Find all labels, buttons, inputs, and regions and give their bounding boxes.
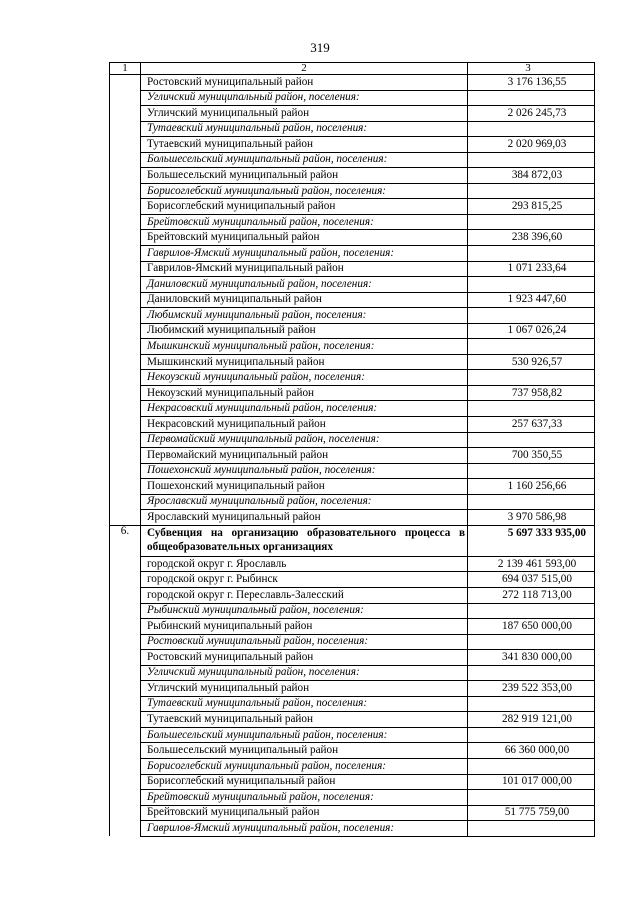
row-number-cell (110, 758, 141, 774)
district-name: Пошехонский муниципальный район (141, 479, 468, 495)
district-name: Тутаевский муниципальный район, поселения: (141, 121, 468, 137)
district-name: Первомайский муниципальный район (141, 448, 468, 464)
district-row (110, 292, 595, 308)
district-name: Гаврилов-Ямский муниципальный район, поселения: (141, 246, 468, 262)
district-name: Брейтовский муниципальный район, поселения: (141, 214, 468, 230)
row-number-cell (110, 106, 141, 122)
district-row (110, 385, 595, 401)
district-group-row (110, 432, 595, 448)
amount-value: 66 360 000,00 (468, 743, 595, 759)
amount-value: 1 067 026,24 (468, 323, 595, 339)
amount-value (468, 370, 595, 386)
amount-value: 2 026 245,73 (468, 106, 595, 122)
district-name: Ярославский муниципальный район, поселения: (141, 494, 468, 510)
district-group-row (110, 121, 595, 137)
district-row (110, 354, 595, 370)
amount-value: 3 970 586,98 (468, 510, 595, 526)
row-number-cell (110, 277, 141, 293)
row-number-cell (110, 199, 141, 215)
amount-value: 694 037 515,00 (468, 572, 595, 588)
district-row (110, 168, 595, 184)
district-group-row (110, 758, 595, 774)
district-row (110, 572, 595, 588)
amount-value: 239 522 353,00 (468, 681, 595, 697)
row-number-cell (110, 168, 141, 184)
district-name: Некоузский муниципальный район (141, 385, 468, 401)
district-name: Тутаевский муниципальный район, поселения: (141, 696, 468, 712)
district-row (110, 650, 595, 666)
amount-value: 187 650 000,00 (468, 619, 595, 635)
district-name: Даниловский муниципальный район, поселения: (141, 277, 468, 293)
header-col-1: 1 (110, 63, 141, 75)
district-row (110, 479, 595, 495)
amount-value: 1 071 233,64 (468, 261, 595, 277)
district-group-row (110, 463, 595, 479)
section-total: 5 697 333 935,00 (468, 525, 595, 556)
district-name: Тутаевский муниципальный район (141, 137, 468, 153)
amount-value (468, 183, 595, 199)
district-row (110, 230, 595, 246)
amount-value (468, 308, 595, 324)
district-name: Брейтовский муниципальный район (141, 805, 468, 821)
row-number-cell (110, 681, 141, 697)
district-name: Ростовский муниципальный район, поселения: (141, 634, 468, 650)
district-group-row (110, 277, 595, 293)
row-number-cell (110, 448, 141, 464)
district-name: Рыбинский муниципальный район (141, 619, 468, 635)
district-name: Рыбинский муниципальный район, поселения: (141, 603, 468, 619)
district-row (110, 137, 595, 153)
district-name: городской округ г. Переславль-Залесский (141, 587, 468, 603)
district-group-row (110, 696, 595, 712)
district-group-row (110, 152, 595, 168)
district-name: городской округ г. Ярославль (141, 556, 468, 572)
district-row (110, 417, 595, 433)
district-row (110, 106, 595, 122)
row-number-cell (110, 774, 141, 790)
district-name: Большесельский муниципальный район, поселения: (141, 727, 468, 743)
amount-value (468, 339, 595, 355)
district-name: Даниловский муниципальный район (141, 292, 468, 308)
district-name: Борисоглебский муниципальный район (141, 774, 468, 790)
district-name: Угличский муниципальный район, поселения: (141, 665, 468, 681)
row-number-cell (110, 696, 141, 712)
amount-value (468, 494, 595, 510)
amount-value: 341 830 000,00 (468, 650, 595, 666)
district-name: Ростовский муниципальный район (141, 75, 468, 91)
row-number-cell (110, 183, 141, 199)
district-name: Брейтовский муниципальный район, поселения: (141, 790, 468, 806)
amount-value (468, 463, 595, 479)
amount-value: 530 926,57 (468, 354, 595, 370)
row-number-cell (110, 370, 141, 386)
row-number-cell (110, 261, 141, 277)
district-name: Мышкинский муниципальный район, поселения: (141, 339, 468, 355)
amount-value: 238 396,60 (468, 230, 595, 246)
row-number-cell (110, 401, 141, 417)
row-number-cell (110, 354, 141, 370)
district-group-row (110, 370, 595, 386)
district-group-row (110, 634, 595, 650)
row-number-cell (110, 432, 141, 448)
district-row (110, 199, 595, 215)
amount-value (468, 246, 595, 262)
row-number-cell (110, 479, 141, 495)
district-name: Борисоглебский муниципальный район, поселения: (141, 183, 468, 199)
district-row (110, 587, 595, 603)
district-row (110, 448, 595, 464)
district-name: Ростовский муниципальный район (141, 650, 468, 666)
row-number-cell (110, 790, 141, 806)
amount-value (468, 821, 595, 837)
district-row (110, 681, 595, 697)
section-title: Субвенция на организацию образовательного процесса в общеобразовательных организациях (141, 525, 468, 556)
district-group-row (110, 246, 595, 262)
amount-value: 51 775 759,00 (468, 805, 595, 821)
district-group-row (110, 821, 595, 837)
district-group-row (110, 665, 595, 681)
row-number-cell (110, 246, 141, 262)
amount-value (468, 603, 595, 619)
row-number-cell (110, 712, 141, 728)
district-group-row (110, 603, 595, 619)
row-number-cell (110, 603, 141, 619)
district-group-row (110, 494, 595, 510)
district-name: городской округ г. Рыбинск (141, 572, 468, 588)
district-row (110, 556, 595, 572)
amount-value: 1 923 447,60 (468, 292, 595, 308)
amount-value: 282 919 121,00 (468, 712, 595, 728)
row-number-cell (110, 230, 141, 246)
header-col-3: 3 (468, 63, 595, 75)
row-number-cell (110, 556, 141, 572)
district-row (110, 774, 595, 790)
row-number-cell (110, 743, 141, 759)
district-row (110, 712, 595, 728)
row-number-cell (110, 587, 141, 603)
row-number-cell (110, 417, 141, 433)
amount-value (468, 432, 595, 448)
amount-value: 293 815,25 (468, 199, 595, 215)
district-name: Угличский муниципальный район (141, 681, 468, 697)
district-name: Большесельский муниципальный район, поселения: (141, 152, 468, 168)
amount-value: 3 176 136,55 (468, 75, 595, 91)
row-number-cell (110, 619, 141, 635)
section-row (110, 525, 595, 556)
amount-value (468, 214, 595, 230)
district-name: Пошехонский муниципальный район, поселения: (141, 463, 468, 479)
amount-value: 272 118 713,00 (468, 587, 595, 603)
row-number-cell (110, 494, 141, 510)
district-name: Угличский муниципальный район (141, 106, 468, 122)
amount-value: 737 958,82 (468, 385, 595, 401)
district-name: Некрасовский муниципальный район, поселения: (141, 401, 468, 417)
district-group-row (110, 401, 595, 417)
district-name: Большесельский муниципальный район (141, 168, 468, 184)
district-name: Борисоглебский муниципальный район (141, 199, 468, 215)
amount-value: 2 020 969,03 (468, 137, 595, 153)
district-name: Гаврилов-Ямский муниципальный район, поселения: (141, 821, 468, 837)
row-number-cell (110, 137, 141, 153)
amount-value: 384 872,03 (468, 168, 595, 184)
district-name: Любимский муниципальный район (141, 323, 468, 339)
header-col-2: 2 (141, 63, 468, 75)
district-group-row (110, 339, 595, 355)
amount-value: 1 160 256,66 (468, 479, 595, 495)
district-group-row (110, 308, 595, 324)
amount-value (468, 665, 595, 681)
amount-value (468, 727, 595, 743)
district-row (110, 743, 595, 759)
amount-value (468, 634, 595, 650)
district-row (110, 323, 595, 339)
district-name: Гаврилов-Ямский муниципальный район (141, 261, 468, 277)
district-name: Брейтовский муниципальный район (141, 230, 468, 246)
amount-value (468, 277, 595, 293)
district-row (110, 261, 595, 277)
page-number: 319 (310, 40, 330, 55)
amount-value (468, 401, 595, 417)
amount-value: 2 139 461 593,00 (468, 556, 595, 572)
row-number-cell (110, 385, 141, 401)
amount-value (468, 152, 595, 168)
row-number-cell (110, 90, 141, 106)
amount-value: 257 637,33 (468, 417, 595, 433)
row-number-cell (110, 665, 141, 681)
row-number-cell (110, 634, 141, 650)
district-group-row (110, 727, 595, 743)
row-number-cell (110, 308, 141, 324)
section-number: 6. (110, 525, 141, 556)
row-number-cell (110, 214, 141, 230)
amount-value (468, 90, 595, 106)
row-number-cell (110, 323, 141, 339)
row-number-cell (110, 75, 141, 91)
district-group-row (110, 214, 595, 230)
row-number-cell (110, 805, 141, 821)
amount-value (468, 790, 595, 806)
row-number-cell (110, 292, 141, 308)
amount-value (468, 696, 595, 712)
district-name: Первомайский муниципальный район, поселения: (141, 432, 468, 448)
row-number-cell (110, 727, 141, 743)
row-number-cell (110, 121, 141, 137)
row-number-cell (110, 339, 141, 355)
district-row (110, 75, 595, 91)
amount-value: 101 017 000,00 (468, 774, 595, 790)
table-header-row (110, 63, 595, 75)
amount-value (468, 121, 595, 137)
district-name: Некрасовский муниципальный район (141, 417, 468, 433)
row-number-cell (110, 463, 141, 479)
amount-value: 700 350,55 (468, 448, 595, 464)
district-group-row (110, 183, 595, 199)
subsidy-table (109, 62, 595, 837)
district-group-row (110, 90, 595, 106)
district-row (110, 510, 595, 526)
district-row (110, 805, 595, 821)
district-name: Любимский муниципальный район, поселения: (141, 308, 468, 324)
row-number-cell (110, 572, 141, 588)
district-name: Угличский муниципальный район, поселения: (141, 90, 468, 106)
row-number-cell (110, 510, 141, 526)
amount-value (468, 758, 595, 774)
district-name: Мышкинский муниципальный район (141, 354, 468, 370)
row-number-cell (110, 152, 141, 168)
row-number-cell (110, 821, 141, 837)
district-name: Ярославский муниципальный район (141, 510, 468, 526)
district-name: Некоузский муниципальный район, поселения: (141, 370, 468, 386)
district-name: Тутаевский муниципальный район (141, 712, 468, 728)
row-number-cell (110, 650, 141, 666)
district-name: Борисоглебский муниципальный район, поселения: (141, 758, 468, 774)
district-name: Большесельский муниципальный район (141, 743, 468, 759)
district-group-row (110, 790, 595, 806)
district-row (110, 619, 595, 635)
